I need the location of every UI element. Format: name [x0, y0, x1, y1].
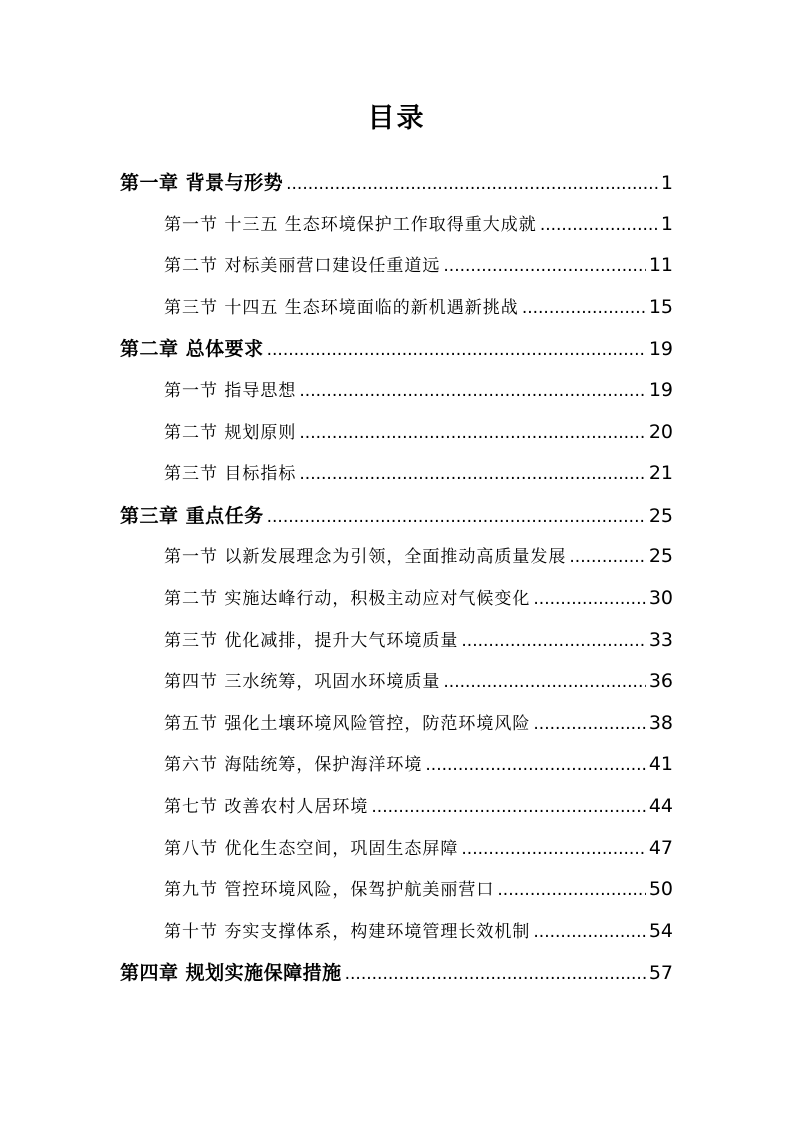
toc-entry-section[interactable] — [164, 202, 673, 244]
toc-entry-text: 第四节 三水统筹，巩固水环境质量 — [164, 672, 441, 693]
toc-entry-section[interactable] — [164, 742, 673, 784]
toc-entry-chapter-4[interactable] — [120, 950, 673, 992]
toc-entry-chapter-3[interactable] — [120, 493, 673, 535]
toc-leader-dots — [425, 755, 645, 775]
toc-page-number: 50 — [648, 878, 673, 901]
toc-page-number: 47 — [648, 836, 673, 859]
toc-entry-text: 第五节 强化土壤环境风险管控，防范环境风险 — [164, 713, 531, 734]
toc-page-number: 20 — [648, 420, 673, 443]
toc-entry-text: 第二节 规划原则 — [164, 422, 297, 443]
toc-entry-section[interactable] — [164, 534, 673, 576]
toc-leader-dots — [267, 340, 646, 360]
toc-entry-section[interactable] — [164, 576, 673, 618]
toc-leader-dots — [286, 174, 658, 194]
toc-entry-section[interactable] — [164, 410, 673, 452]
toc-entry-chapter-1[interactable] — [120, 160, 673, 202]
toc-entry-section[interactable] — [164, 368, 673, 410]
toc-page-number: 1 — [660, 212, 673, 235]
toc-page-number: 54 — [648, 919, 673, 942]
toc-page-number: 44 — [648, 794, 673, 817]
toc-entry-section[interactable] — [164, 701, 673, 743]
toc-leader-dots — [299, 381, 645, 401]
toc-page-number: 1 — [660, 172, 673, 194]
toc-page-number: 57 — [648, 962, 673, 985]
toc-entry-section[interactable] — [164, 285, 673, 327]
toc-entry-section[interactable] — [164, 451, 673, 493]
toc-leader-dots — [345, 964, 646, 984]
toc-entry-section[interactable] — [164, 826, 673, 868]
toc-entry-text: 第二节 实施达峰行动，积极主动应对气候变化 — [164, 588, 531, 609]
toc-list — [0, 160, 793, 992]
toc-entry-text: 第八节 优化生态空间，巩固生态屏障 — [164, 838, 459, 859]
toc-leader-dots — [540, 215, 658, 235]
toc-entry-text: 第一节 以新发展理念为引领，全面推动高质量发展 — [164, 547, 567, 568]
toc-entry-text: 第四章 规划实施保障措施 — [120, 962, 342, 985]
toc-page-number: 38 — [648, 711, 673, 734]
toc-page-number: 41 — [648, 753, 673, 776]
toc-entry-section[interactable] — [164, 909, 673, 951]
toc-leader-dots — [299, 464, 645, 484]
toc-entry-text: 第一节 十三五 生态环境保护工作取得重大成就 — [164, 214, 537, 235]
toc-leader-dots — [267, 507, 646, 527]
toc-entry-text: 第一节 指导思想 — [164, 380, 297, 401]
toc-entry-text: 第二章 总体要求 — [120, 338, 264, 361]
toc-leader-dots — [299, 423, 645, 443]
toc-leader-dots — [522, 298, 646, 318]
toc-entry-text: 第十节 夯实支撑体系，构建环境管理长效机制 — [164, 921, 531, 942]
toc-leader-dots — [461, 839, 645, 859]
toc-entry-text: 第一章 背景与形势 — [120, 172, 284, 194]
toc-page-number: 19 — [648, 378, 673, 401]
toc-entry-section[interactable] — [164, 659, 673, 701]
toc-entry-text: 第九节 管控环境风险，保驾护航美丽营口 — [164, 880, 495, 901]
toc-entry-text: 第三节 目标指标 — [164, 464, 297, 485]
toc-entry-section[interactable] — [164, 867, 673, 909]
toc-page-number: 25 — [648, 504, 673, 527]
toc-page-number: 19 — [648, 338, 673, 361]
toc-page-number: 33 — [648, 628, 673, 651]
toc-entry-text: 第二节 对标美丽营口建设任重道远 — [164, 256, 441, 277]
toc-entry-section[interactable] — [164, 618, 673, 660]
toc-entry-text: 第三节 优化减排，提升大气环境质量 — [164, 630, 459, 651]
toc-page-number: 25 — [648, 545, 673, 568]
toc-title: 目录 — [367, 103, 426, 134]
toc-leader-dots — [461, 631, 645, 651]
toc-entry-text: 第三章 重点任务 — [120, 504, 264, 527]
toc-entry-text: 第三节 十四五 生态环境面临的新机遇新挑战 — [164, 297, 519, 318]
toc-leader-dots — [533, 922, 645, 942]
toc-leader-dots — [533, 714, 645, 734]
toc-page-number: 36 — [648, 670, 673, 693]
toc-leader-dots — [533, 589, 645, 609]
toc-page-number: 30 — [648, 586, 673, 609]
toc-leader-dots — [569, 547, 645, 567]
toc-entry-chapter-2[interactable] — [120, 326, 673, 368]
toc-leader-dots — [371, 797, 645, 817]
toc-entry-section[interactable] — [164, 784, 673, 826]
toc-entry-text: 第七节 改善农村人居环境 — [164, 796, 369, 817]
toc-leader-dots — [497, 880, 645, 900]
toc-entry-section[interactable] — [164, 243, 673, 285]
toc-page-number: 15 — [648, 295, 673, 318]
toc-page-number: 11 — [648, 254, 673, 277]
toc-leader-dots — [443, 256, 645, 276]
toc-entry-text: 第六节 海陆统筹，保护海洋环境 — [164, 755, 423, 776]
toc-page-number: 21 — [648, 462, 673, 485]
toc-leader-dots — [443, 672, 645, 692]
